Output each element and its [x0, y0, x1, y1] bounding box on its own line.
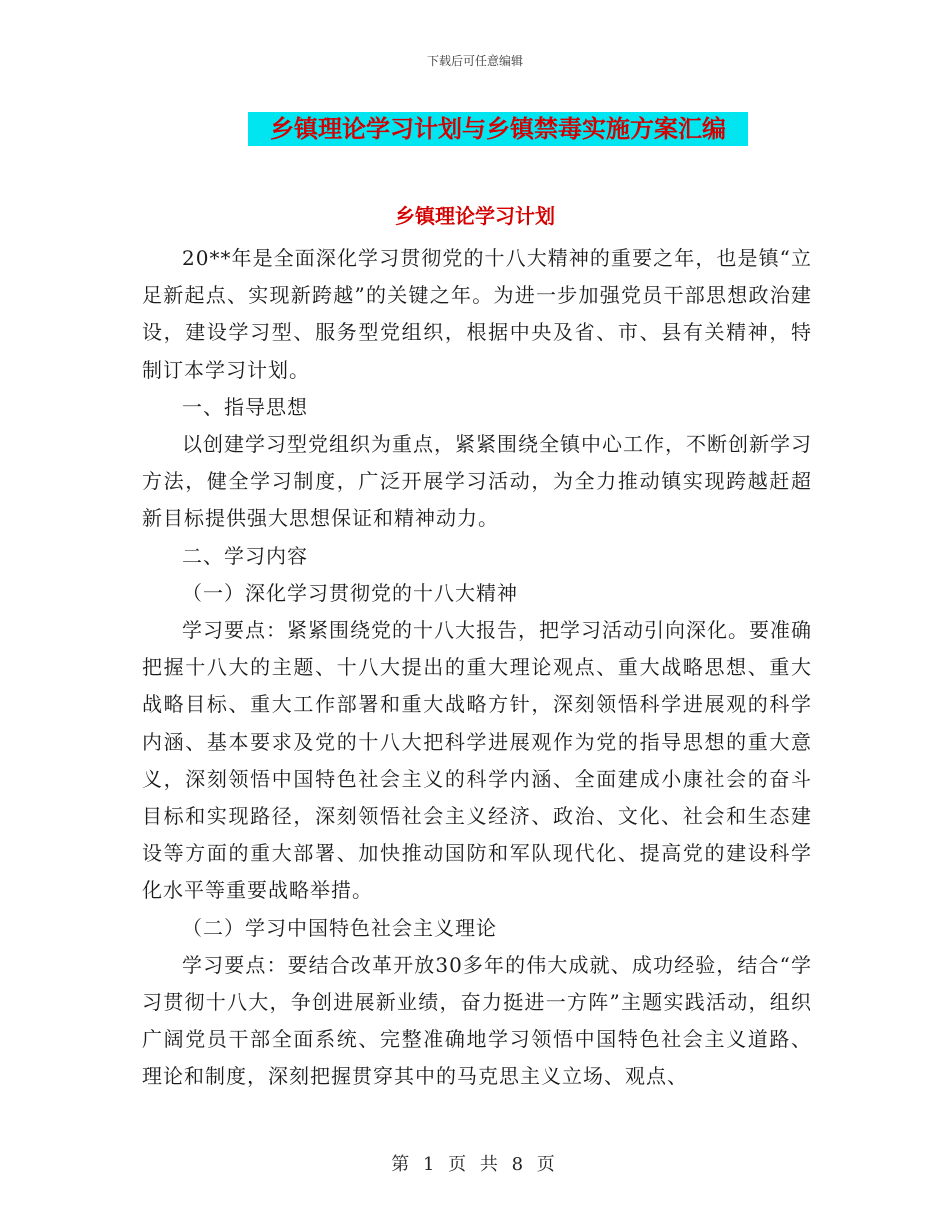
document-title: 乡镇理论学习计划与乡镇禁毒实施方案汇编: [248, 112, 748, 146]
section-title: 乡镇理论学习计划: [395, 204, 555, 228]
paragraph: 学习要点：紧紧围绕党的十八大报告，把学习活动引向深化。要准确把握十八大的主题、十八大提出的重大理论观点、重大战略思想、重大战略目标、重大工作部署和重大战略方针，深刻领悟科学进展观的科学内涵、基本要求及党的十八大把科学进展观作为党的指导思想的重大意义，深刻领悟中国特色社会主义的科学内涵、全面建成小康社会的奋斗目标和实现路径，深刻领悟社会主义经济、政治、文化、社会和生态建设等方面的重大部署、加快推动国防和军队现代化、提高党的建设科学化水平等重要战略举措。: [142, 618, 812, 903]
heading-study-content: 二、学习内容: [182, 543, 308, 568]
page-number: 第 1 页 共 8 页: [391, 1154, 559, 1175]
paragraph: 20**年是全面深化学习贯彻党的十八大精神的重要之年，也是镇“立足新起点、实现新跨越”的关键之年。为进一步加强党员干部思想政治建设，建设学习型、服务型党组织，根据中央及省、市、县有关精神，特制订本学习计划。: [142, 246, 812, 382]
paragraph: 以创建学习型党组织为重点，紧紧围绕全镇中心工作，不断创新学习方法，健全学习制度，广泛开展学习活动，为全力推动镇实现跨越赶超新目标提供强大思想保证和精神动力。: [142, 432, 812, 531]
paragraph: 学习要点：要结合改革开放30多年的伟大成就、成功经验，结合“学习贯彻十八大，争创进展新业绩，奋力挺进一方阵”主题实践活动，组织广阔党员干部全面系统、完整准确地学习领悟中国特色社会主义道路、理论和制度，深刻把握贯穿其中的马克思主义立场、观点、: [142, 952, 812, 1089]
header-note: 下载后可任意编辑: [426, 54, 523, 68]
heading-guiding-ideology: 一、指导思想: [182, 394, 308, 419]
subheading-1: （一）深化学习贯彻党的十八大精神: [182, 580, 518, 605]
subheading-2: （二）学习中国特色社会主义理论: [182, 915, 497, 940]
document-body: [142, 240, 812, 1096]
